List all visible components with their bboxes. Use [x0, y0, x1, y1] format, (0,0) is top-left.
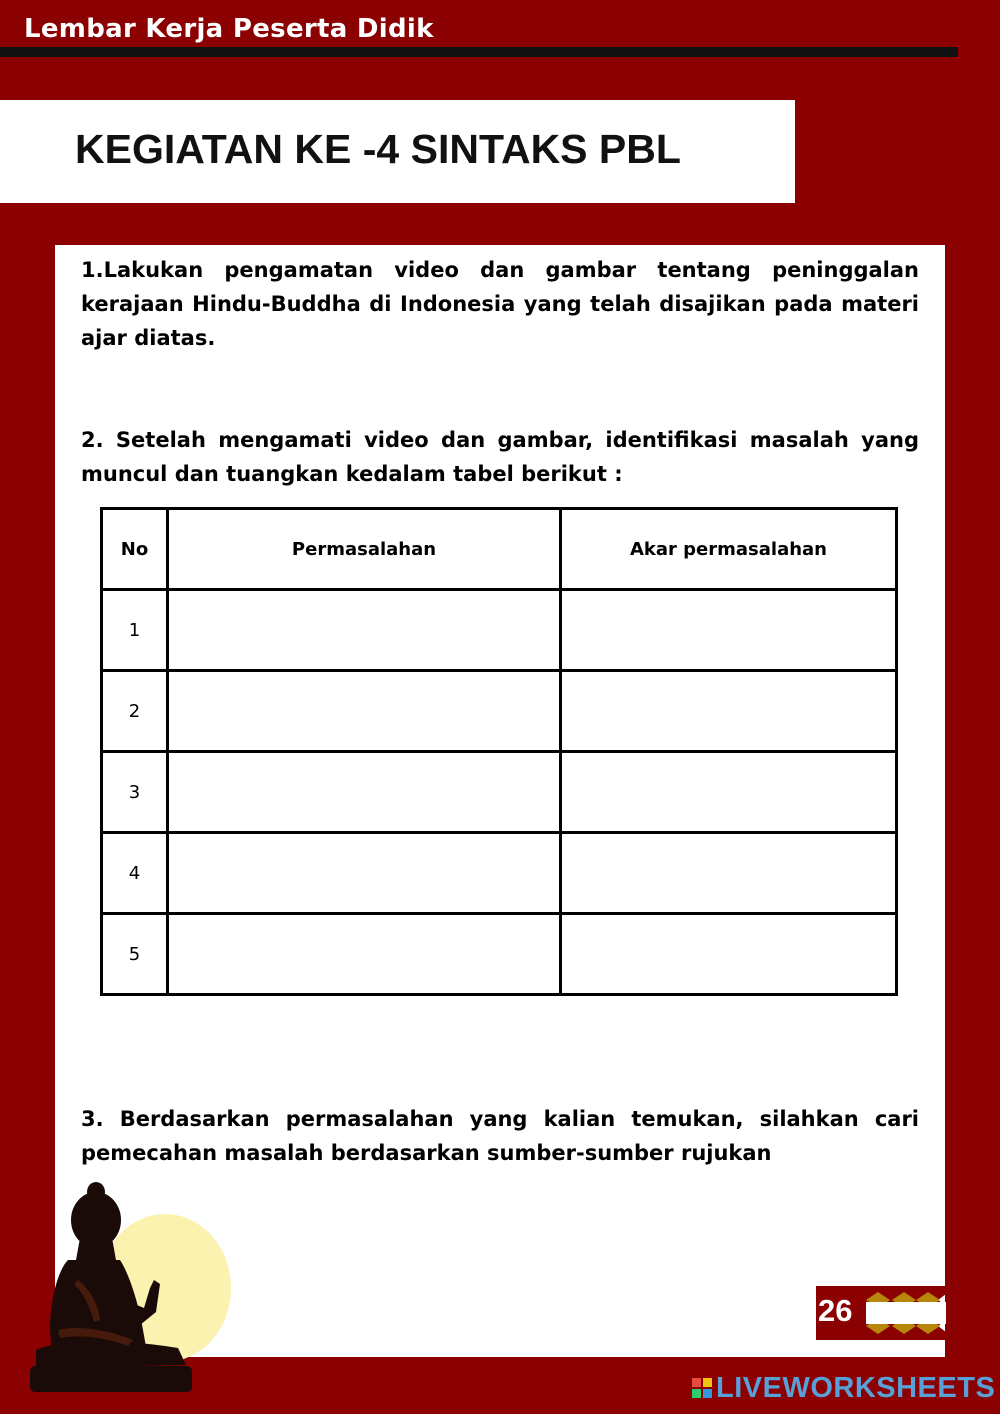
- permasalahan-cell[interactable]: [168, 833, 561, 914]
- table-row: [102, 590, 897, 671]
- problem-table: [100, 507, 898, 996]
- akar-cell[interactable]: [561, 914, 897, 995]
- akar-cell[interactable]: [561, 590, 897, 671]
- instruction-1: 1.Lakukan pengamatan video dan gambar tentang peninggalan kerajaan Hindu-Buddha di Indonesia yang telah disajikan pada materi ajar diatas.: [81, 258, 919, 350]
- table-row: [102, 752, 897, 833]
- header-permasalahan: Permasalahan: [168, 509, 561, 590]
- table-row: [102, 833, 897, 914]
- liveworksheets-logo-icon: [692, 1378, 712, 1398]
- akar-cell[interactable]: [561, 833, 897, 914]
- table-row: [102, 671, 897, 752]
- row-number: 3: [102, 752, 168, 833]
- permasalahan-cell[interactable]: [168, 671, 561, 752]
- row-number: 1: [102, 590, 168, 671]
- row-number: 2: [102, 671, 168, 752]
- table-header-row: [102, 509, 897, 590]
- permasalahan-cell[interactable]: [168, 590, 561, 671]
- instruction-3: 3. Berdasarkan permasalahan yang kalian temukan, silahkan cari pemecahan masalah berdasarkan sumber-sumber rujukan: [81, 1107, 919, 1165]
- liveworksheets-watermark: LIVEWORKSHEETS: [716, 1372, 996, 1404]
- instruction-2: 2. Setelah mengamati video dan gambar, identifikasi masalah yang muncul dan tuangkan kedalam tabel berikut :: [81, 428, 919, 486]
- header-divider: [0, 47, 958, 57]
- header-akar-permasalahan: Akar permasalahan: [561, 509, 897, 590]
- akar-cell[interactable]: [561, 752, 897, 833]
- permasalahan-cell[interactable]: [168, 752, 561, 833]
- table-row: [102, 914, 897, 995]
- akar-cell[interactable]: [561, 671, 897, 752]
- buddha-statue-icon: [28, 1180, 198, 1395]
- page-title: KEGIATAN KE -4 SINTAKS PBL: [75, 126, 681, 172]
- page-number: 26: [818, 1293, 853, 1328]
- row-number: 4: [102, 833, 168, 914]
- permasalahan-cell[interactable]: [168, 914, 561, 995]
- header-no: No: [102, 509, 168, 590]
- header-label: Lembar Kerja Peserta Didik: [24, 14, 434, 44]
- row-number: 5: [102, 914, 168, 995]
